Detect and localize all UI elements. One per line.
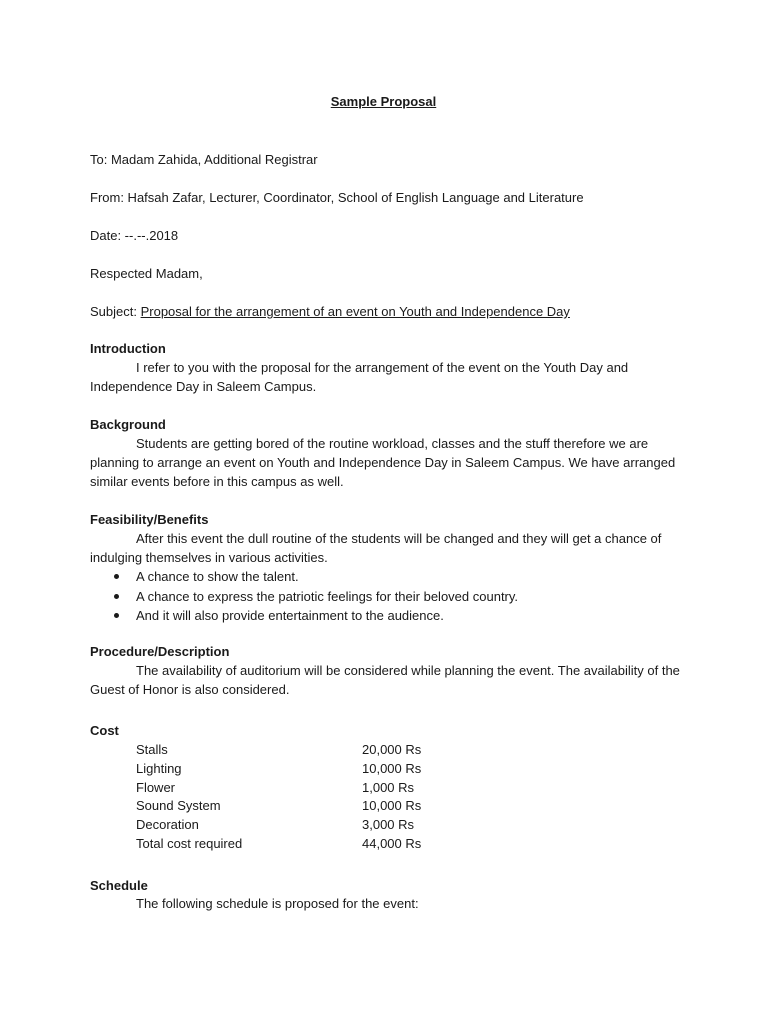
benefits-list bbox=[90, 567, 518, 626]
introduction-text: I refer to you with the proposal for the arrangement of the event on the Youth Day and Independence Day in Saleem Campus. bbox=[90, 360, 629, 394]
feasibility-text: After this event the dull routine of the students will be changed and they will get a chance of indulging themselves in various activities. bbox=[90, 531, 662, 565]
cost-item-amount: 10,000 Rs bbox=[362, 760, 422, 776]
table-row bbox=[136, 760, 421, 779]
cost-item-amount: 1,000 Rs bbox=[362, 779, 415, 795]
subject-label: Subject: bbox=[90, 304, 141, 319]
subject-line bbox=[90, 303, 570, 321]
cost-heading: Cost bbox=[90, 723, 119, 738]
cost-item-name: Sound System bbox=[136, 798, 221, 814]
introduction-heading: Introduction bbox=[90, 341, 166, 356]
cost-item-name: Lighting bbox=[136, 760, 182, 776]
list-item: And it will also provide entertainment to the audience. bbox=[90, 606, 518, 626]
document-title: Sample Proposal bbox=[330, 94, 437, 109]
table-row bbox=[136, 816, 421, 835]
list-item: A chance to express the patriotic feelings for their beloved country. bbox=[90, 587, 518, 607]
cost-item-amount: 20,000 Rs bbox=[362, 742, 422, 757]
bullet-icon bbox=[114, 613, 119, 618]
cost-item-name: Stalls bbox=[136, 742, 168, 757]
cost-total-amount: 44,000 Rs bbox=[362, 835, 422, 851]
cost-item-amount: 3,000 Rs bbox=[362, 817, 415, 833]
schedule-heading: Schedule bbox=[90, 878, 148, 893]
table-row bbox=[136, 797, 421, 816]
document-page bbox=[90, 0, 690, 1024]
table-row bbox=[136, 741, 421, 760]
cost-table bbox=[136, 741, 421, 854]
date-line: Date: --.--.2018 bbox=[90, 228, 179, 243]
cost-item-amount: 10,000 Rs bbox=[362, 798, 422, 814]
feasibility-heading: Feasibility/Benefits bbox=[90, 512, 209, 527]
from-line: From: Hafsah Zafar, Lecturer, Coordinator, School of English Language and Literature bbox=[90, 190, 584, 205]
bullet-icon bbox=[114, 574, 119, 579]
bullet-icon bbox=[114, 594, 119, 599]
cost-total-label: Total cost required bbox=[136, 835, 243, 851]
list-item: A chance to show the talent. bbox=[90, 567, 518, 587]
cost-item-name: Decoration bbox=[136, 817, 199, 833]
salutation: Respected Madam, bbox=[90, 266, 203, 281]
table-row bbox=[136, 835, 421, 854]
cost-item-name: Flower bbox=[136, 779, 176, 795]
to-line: To: Madam Zahida, Additional Registrar bbox=[90, 152, 318, 167]
background-text: Students are getting bored of the routine workload, classes and the stuff therefore we are planning to arrange an event on Youth and Independence Day in Saleem Campus. We have arranged similar events before in this campus as well. bbox=[90, 436, 676, 489]
subject-text: Proposal for the arrangement of an event on Youth and Independence Day bbox=[140, 304, 570, 319]
schedule-text: The following schedule is proposed for the event: bbox=[136, 896, 419, 911]
background-heading: Background bbox=[90, 417, 166, 432]
table-row bbox=[136, 779, 421, 798]
procedure-heading: Procedure/Description bbox=[90, 644, 230, 659]
procedure-text: The availability of auditorium will be considered while planning the event. The availability of the Guest of Honor is also considered. bbox=[90, 663, 680, 697]
